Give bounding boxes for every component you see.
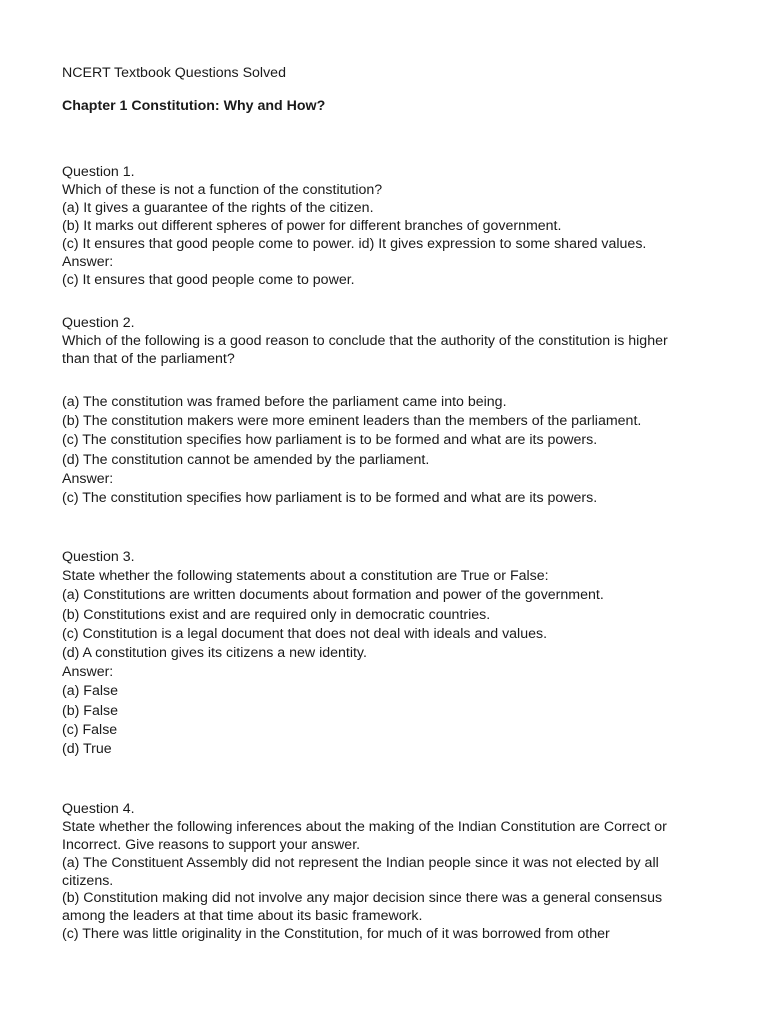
question-1-option: (a) It gives a guarantee of the rights of the citizen. — [62, 200, 374, 216]
question-1-answer: (c) It ensures that good people come to power. — [62, 272, 355, 288]
question-2-text: than that of the parliament? — [62, 351, 235, 367]
question-1-option: (b) It marks out different spheres of power for different branches of government. — [62, 218, 562, 234]
question-2-option: (c) The constitution specifies how parliament is to be formed and what are its powers. — [62, 432, 598, 448]
question-2-option: (b) The constitution makers were more eminent leaders than the members of the parliament. — [62, 413, 642, 429]
question-4-text: Incorrect. Give reasons to support your answer. — [62, 837, 361, 853]
question-4-option: among the leaders at that time about its basic framework. — [62, 908, 423, 924]
question-2-option: (d) The constitution cannot be amended by the parliament. — [62, 452, 430, 468]
question-3-option: (d) A constitution gives its citizens a new identity. — [62, 645, 367, 661]
question-4-option: (b) Constitution making did not involve any major decision since there was a general consensus — [62, 890, 663, 906]
question-2-label: Question 2. — [62, 315, 135, 331]
question-3-answer-label: Answer: — [62, 664, 114, 680]
question-2-option: (a) The constitution was framed before the parliament came into being. — [62, 394, 507, 410]
question-2-text: Which of the following is a good reason to conclude that the authority of the constitution is higher — [62, 333, 668, 349]
question-1-label: Question 1. — [62, 164, 135, 180]
question-2-answer: (c) The constitution specifies how parliament is to be formed and what are its powers. — [62, 490, 598, 506]
document-title: NCERT Textbook Questions Solved — [62, 65, 286, 81]
question-1-text: Which of these is not a function of the constitution? — [62, 182, 383, 198]
question-3-answer: (a) False — [62, 683, 118, 699]
question-4-option: (c) There was little originality in the Constitution, for much of it was borrowed from other — [62, 926, 610, 942]
question-3-answer: (c) False — [62, 722, 118, 738]
question-3-text: State whether the following statements about a constitution are True or False: — [62, 568, 549, 584]
question-4-option: citizens. — [62, 873, 114, 889]
question-4-option: (a) The Constituent Assembly did not represent the Indian people since it was not elected by all — [62, 855, 659, 871]
chapter-heading: Chapter 1 Constitution: Why and How? — [62, 98, 326, 114]
question-3-answer: (b) False — [62, 703, 118, 719]
question-1-answer-label: Answer: — [62, 254, 114, 270]
question-4-label: Question 4. — [62, 801, 135, 817]
question-4-text: State whether the following inferences about the making of the Indian Constitution are Correct or — [62, 819, 667, 835]
question-3-answer: (d) True — [62, 741, 112, 757]
question-3-option: (b) Constitutions exist and are required only in democratic countries. — [62, 607, 491, 623]
question-3-label: Question 3. — [62, 549, 135, 565]
question-2-answer-label: Answer: — [62, 471, 114, 487]
question-3-option: (a) Constitutions are written documents about formation and power of the government. — [62, 587, 604, 603]
question-3-option: (c) Constitution is a legal document that does not deal with ideals and values. — [62, 626, 548, 642]
question-1-option: (c) It ensures that good people come to power. id) It gives expression to some shared values. — [62, 236, 647, 252]
